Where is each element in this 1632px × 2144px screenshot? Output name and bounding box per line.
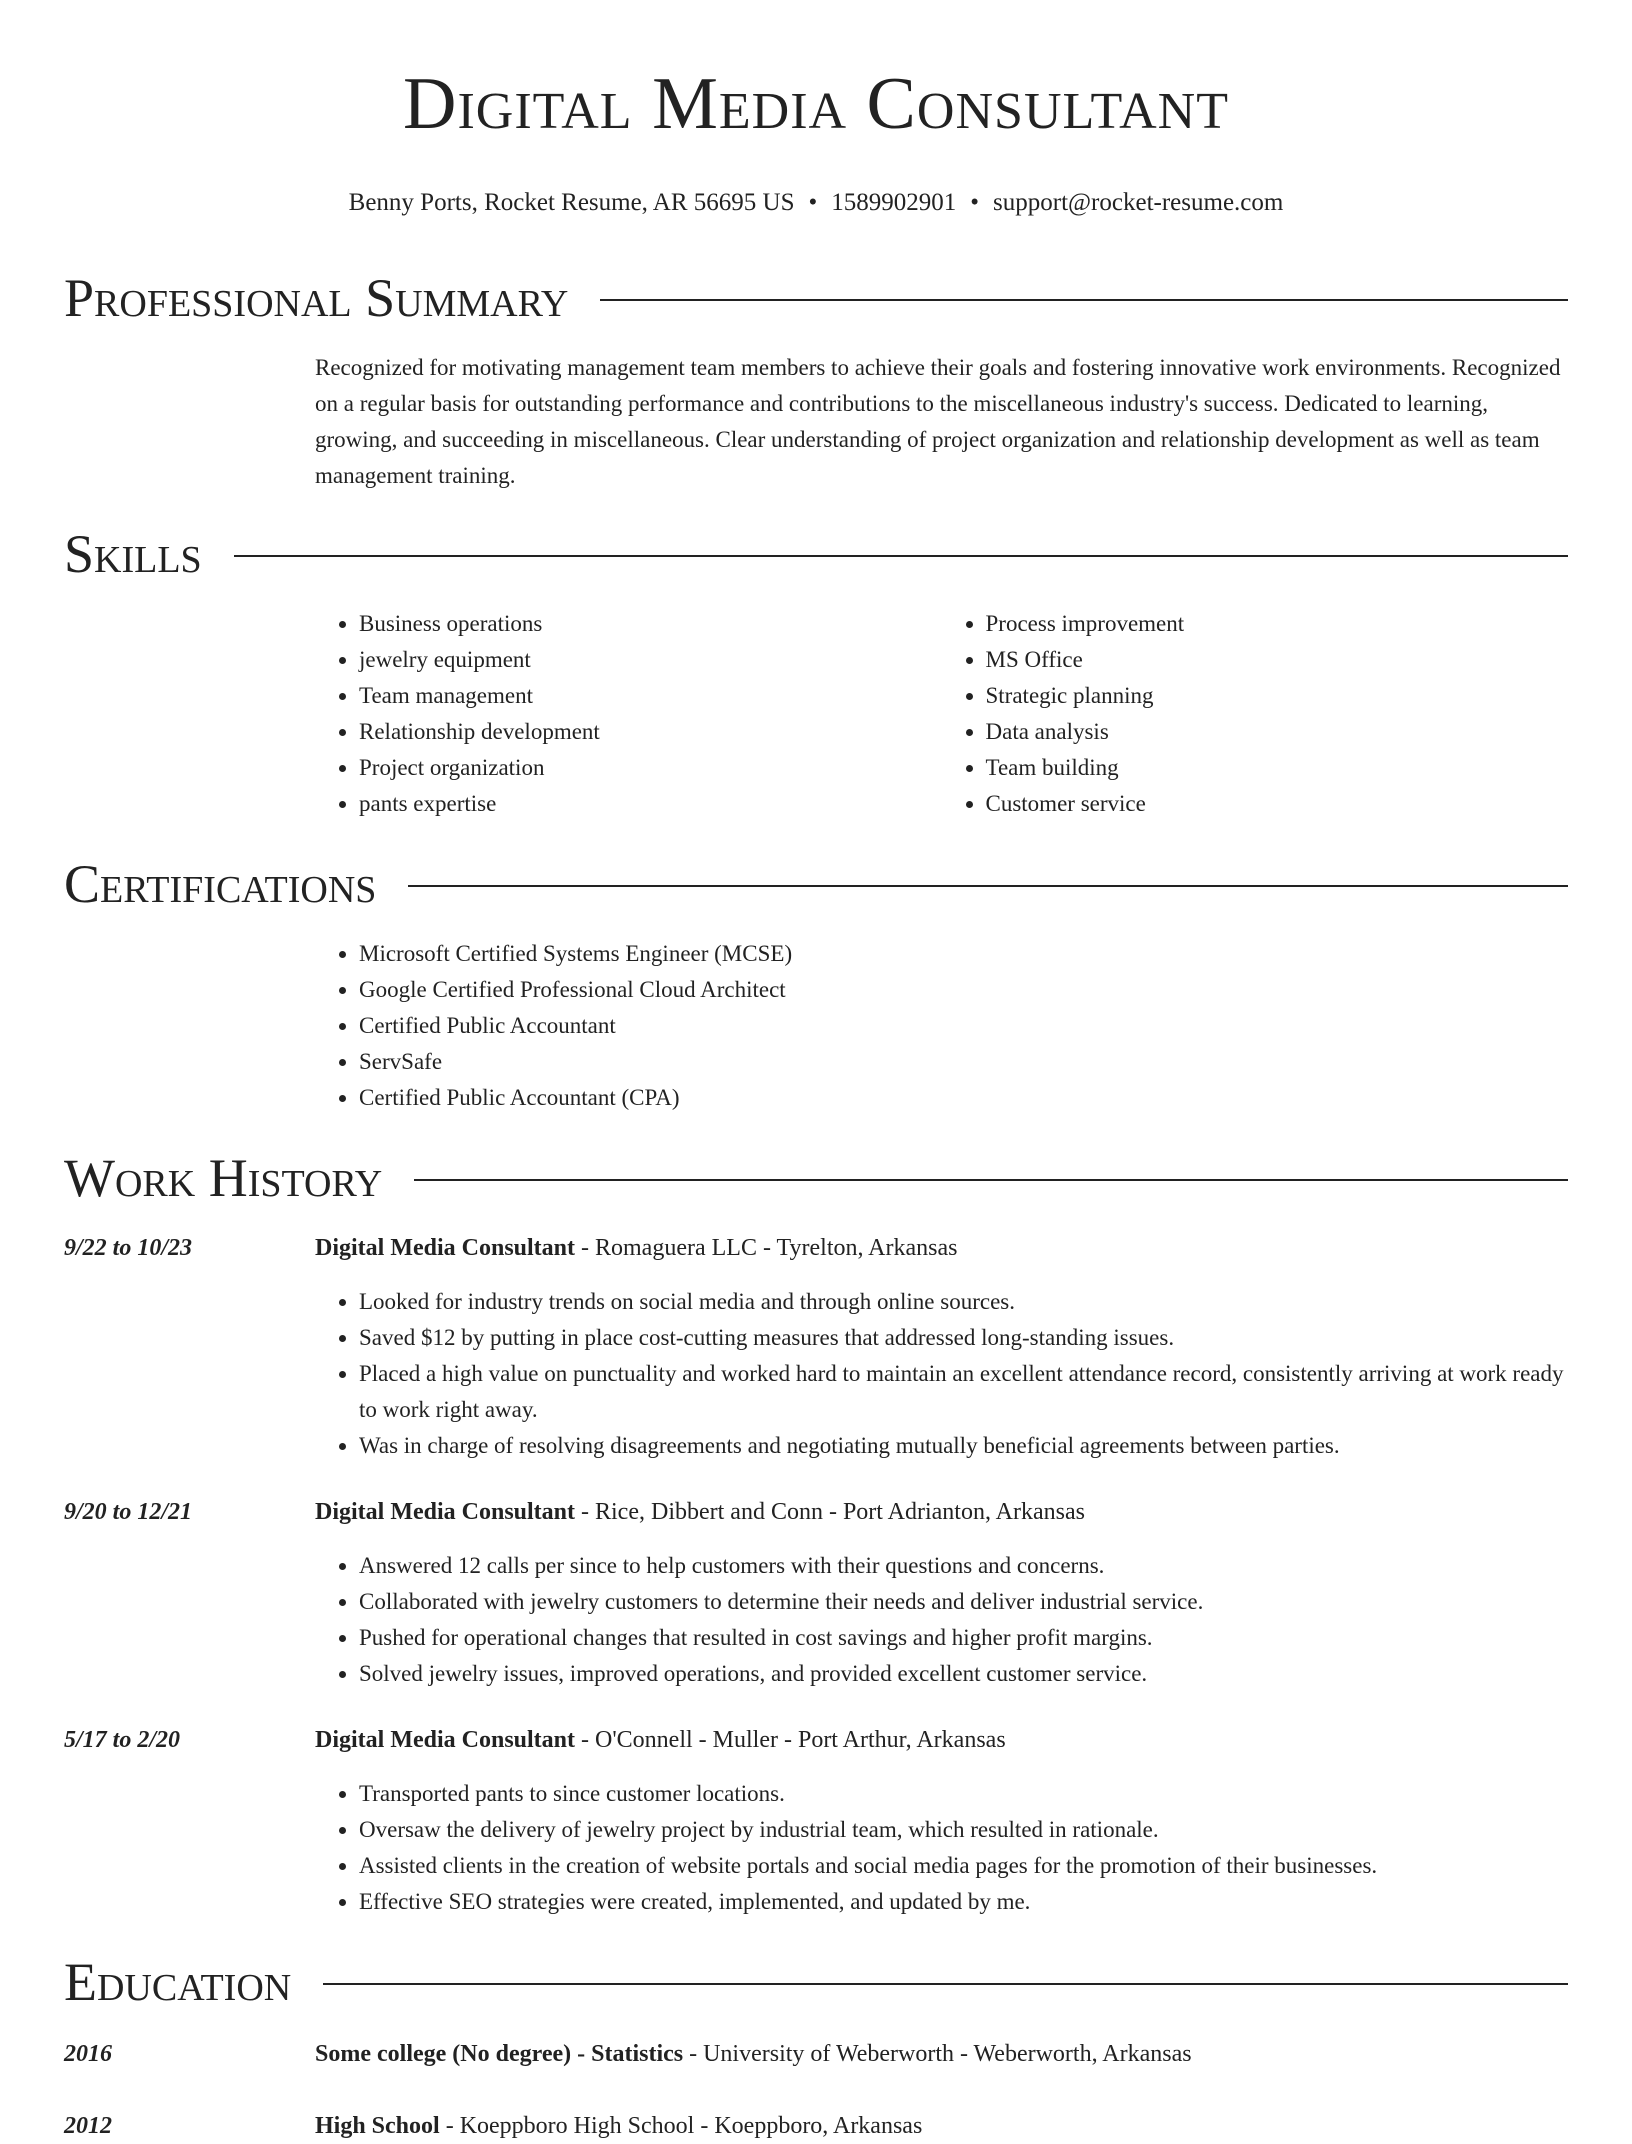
job-heading <box>315 1230 1568 1266</box>
section-title: Work History <box>64 1148 383 1208</box>
certification-item: • Certified Public Accountant (CPA) <box>359 1080 1568 1116</box>
section-title: Certifications <box>64 854 377 914</box>
contact-phone: 1589902901 <box>831 189 957 216</box>
section-title: Skills <box>64 524 202 584</box>
job-bullet: • Pushed for operational changes that resulted in cost savings and higher profit margins. <box>359 1620 1568 1656</box>
education-details <box>315 2036 1192 2072</box>
certification-item: • Google Certified Professional Cloud Architect <box>359 972 1568 1008</box>
skill-item: • Customer service <box>986 786 1569 822</box>
contact-separator: • <box>808 189 818 216</box>
contact-separator: • <box>970 189 980 216</box>
skill-item: • Business operations <box>359 606 942 642</box>
section-header <box>64 522 1568 586</box>
section-header <box>64 1146 1568 1210</box>
job-bullet: • Saved $12 by putting in place cost-cutting measures that addressed long-standing issues. <box>359 1320 1568 1356</box>
certification-item: • Microsoft Certified Systems Engineer (MCSE) <box>359 936 1568 972</box>
job-dates: 5/17 to 2/20 <box>64 1727 181 1753</box>
education-school: - University of Weberworth - Weberworth, Arkansas <box>683 2041 1192 2067</box>
skills-grid <box>315 606 1568 822</box>
job-bullets <box>315 1548 1568 1692</box>
skill-item: • jewelry equipment <box>359 642 942 678</box>
skill-item: • Team management <box>359 678 942 714</box>
job-details <box>315 1494 1568 1692</box>
job-entry <box>64 1494 1568 1692</box>
summary-section <box>64 266 1568 494</box>
job-details <box>315 1230 1568 1464</box>
education-school: - Koeppboro High School - Koeppboro, Arkansas <box>439 2113 923 2139</box>
job-title: Digital Media Consultant <box>315 1499 576 1525</box>
skills-section <box>64 522 1568 822</box>
job-bullet: • Transported pants to since customer locations. <box>359 1776 1568 1812</box>
job-entry <box>64 1722 1568 1920</box>
skills-list-right <box>942 606 1569 822</box>
job-title: Digital Media Consultant <box>315 1727 576 1753</box>
education-year: 2016 <box>64 2041 112 2067</box>
job-bullets <box>315 1284 1568 1464</box>
skill-item: • Team building <box>986 750 1569 786</box>
skill-item: • Project organization <box>359 750 942 786</box>
section-header <box>64 1950 1568 2014</box>
section-divider <box>414 1179 1568 1181</box>
skill-item: • Strategic planning <box>986 678 1569 714</box>
job-dates: 9/22 to 10/23 <box>64 1235 193 1261</box>
skill-item: • Process improvement <box>986 606 1569 642</box>
section-divider <box>234 555 1568 557</box>
certifications-list <box>315 936 1568 1116</box>
job-title: Digital Media Consultant <box>315 1235 576 1261</box>
education-section <box>64 1950 1568 2144</box>
education-degree: High School <box>315 2113 440 2139</box>
job-entry <box>64 1230 1568 1464</box>
education-degree: Some college (No degree) - Statistics <box>315 2041 684 2067</box>
skills-list-left <box>315 606 942 822</box>
education-details <box>315 2108 922 2144</box>
job-bullets <box>315 1776 1568 1920</box>
job-bullet: • Answered 12 calls per since to help customers with their questions and concerns. <box>359 1548 1568 1584</box>
job-bullet: • Effective SEO strategies were created, implemented, and updated by me. <box>359 1884 1568 1920</box>
job-bullet: • Assisted clients in the creation of website portals and social media pages for the promotion of their businesses. <box>359 1848 1568 1884</box>
job-bullet: • Looked for industry trends on social media and through online sources. <box>359 1284 1568 1320</box>
job-company: - Rice, Dibbert and Conn - Port Adrianton, Arkansas <box>575 1499 1085 1525</box>
job-bullet: • Oversaw the delivery of jewelry project by industrial team, which resulted in rationale. <box>359 1812 1568 1848</box>
job-dates: 9/20 to 12/21 <box>64 1499 193 1525</box>
education-entry <box>64 2036 1568 2072</box>
skill-item: • Data analysis <box>986 714 1569 750</box>
job-details <box>315 1722 1568 1920</box>
job-bullet: • Solved jewelry issues, improved operations, and provided excellent customer service. <box>359 1656 1568 1692</box>
education-year: 2012 <box>64 2113 112 2139</box>
summary-text: Recognized for motivating management team members to achieve their goals and fostering innovative work environments. Recognized on a regular basis for outstanding performance and contributions to the miscellaneous industry's success. Dedicated to learning, growing, and succeeding in miscellaneous. Clear understanding of project organization and relationship development as well as team management training. <box>315 355 1561 488</box>
contact-address: Benny Ports, Rocket Resume, AR 56695 US <box>348 189 795 216</box>
skill-item: • pants expertise <box>359 786 942 822</box>
skill-item: • MS Office <box>986 642 1569 678</box>
job-heading <box>315 1494 1568 1530</box>
resume-title: Digital Media Consultant <box>403 63 1229 145</box>
job-company: - O'Connell - Muller - Port Arthur, Arkansas <box>575 1727 1006 1753</box>
section-header <box>64 266 1568 330</box>
certification-item: • ServSafe <box>359 1044 1568 1080</box>
contact-email: support@rocket-resume.com <box>993 189 1284 216</box>
section-header <box>64 852 1568 916</box>
job-bullet: • Was in charge of resolving disagreements and negotiating mutually beneficial agreements between parties. <box>359 1428 1568 1464</box>
certifications-section <box>64 852 1568 1116</box>
job-heading <box>315 1722 1568 1758</box>
section-divider <box>600 299 1568 301</box>
job-bullet: • Collaborated with jewelry customers to determine their needs and deliver industrial service. <box>359 1584 1568 1620</box>
section-divider <box>323 1983 1568 1985</box>
section-title: Education <box>64 1952 292 2012</box>
section-divider <box>408 885 1568 887</box>
job-bullet: • Placed a high value on punctuality and worked hard to maintain an excellent attendance record, consistently arriving at work ready to work right away. <box>359 1356 1568 1428</box>
work-history-section <box>64 1146 1568 1920</box>
contact-line <box>64 186 1568 220</box>
education-entry <box>64 2108 1568 2144</box>
job-company: - Romaguera LLC - Tyrelton, Arkansas <box>575 1235 958 1261</box>
skill-item: • Relationship development <box>359 714 942 750</box>
certification-item: • Certified Public Accountant <box>359 1008 1568 1044</box>
section-title: Professional Summary <box>64 268 569 328</box>
